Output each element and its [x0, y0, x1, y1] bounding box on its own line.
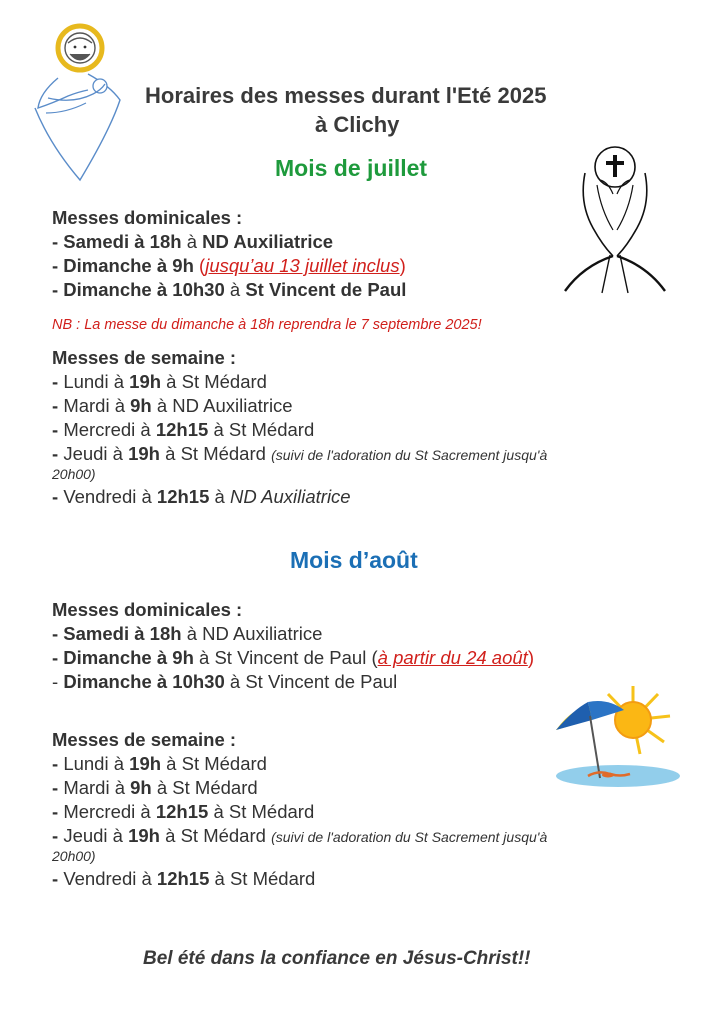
page-subtitle: à Clichy: [315, 112, 400, 137]
list-item-continuation: 20h00): [52, 848, 96, 864]
list-item: - Dimanche à 10h30 à St Vincent de Paul: [52, 279, 407, 300]
august-week-header: Messes de semaine :: [52, 729, 237, 750]
saint-holding-child-illustration: [28, 18, 128, 183]
list-item: - Vendredi à 12h15 à ND Auxiliatrice: [52, 486, 351, 507]
list-item: - Mardi à 9h à ND Auxiliatrice: [52, 395, 293, 416]
list-item: - Vendredi à 12h15 à St Médard: [52, 868, 316, 889]
page-title: Horaires des messes durant l'Eté 2025: [145, 83, 547, 108]
list-item: - Lundi à 19h à St Médard: [52, 753, 267, 774]
august-sunday-header: Messes dominicales :: [52, 599, 243, 620]
july-week-header: Messes de semaine :: [52, 347, 237, 368]
list-item: - Samedi à 18h à ND Auxiliatrice: [52, 231, 334, 252]
list-item: - Lundi à 19h à St Médard: [52, 371, 267, 392]
closing-message: Bel été dans la confiance en Jésus-Christ!!: [143, 948, 531, 969]
sun-icon: [608, 686, 670, 754]
list-item: - Dimanche à 9h à St Vincent de Paul (à partir du 24 août): [52, 647, 534, 668]
list-item: - Jeudi à 19h à St Médard (suivi de l'adoration du St Sacrement jusqu'à: [52, 443, 548, 464]
list-item-continuation: 20h00): [52, 466, 96, 482]
hands-raising-host-illustration: [555, 145, 675, 295]
list-item: - Dimanche à 10h30 à St Vincent de Paul: [52, 671, 398, 692]
list-item: - Mercredi à 12h15 à St Médard: [52, 801, 315, 822]
list-item: - Jeudi à 19h à St Médard (suivi de l'adoration du St Sacrement jusqu'à: [52, 825, 548, 846]
list-item: - Mercredi à 12h15 à St Médard: [52, 419, 315, 440]
list-item: - Mardi à 9h à St Médard: [52, 777, 258, 798]
july-sunday-header: Messes dominicales :: [52, 207, 243, 228]
nb-note: NB : La messe du dimanche à 18h reprendra le 7 septembre 2025!: [52, 317, 482, 333]
august-heading: Mois d’août: [290, 547, 418, 573]
july-heading: Mois de juillet: [275, 155, 428, 181]
beach-umbrella-sun-illustration: [548, 680, 688, 790]
list-item: - Samedi à 18h à ND Auxiliatrice: [52, 623, 323, 644]
list-item: - Dimanche à 9h (jusqu’au 13 juillet inclus): [52, 255, 406, 276]
